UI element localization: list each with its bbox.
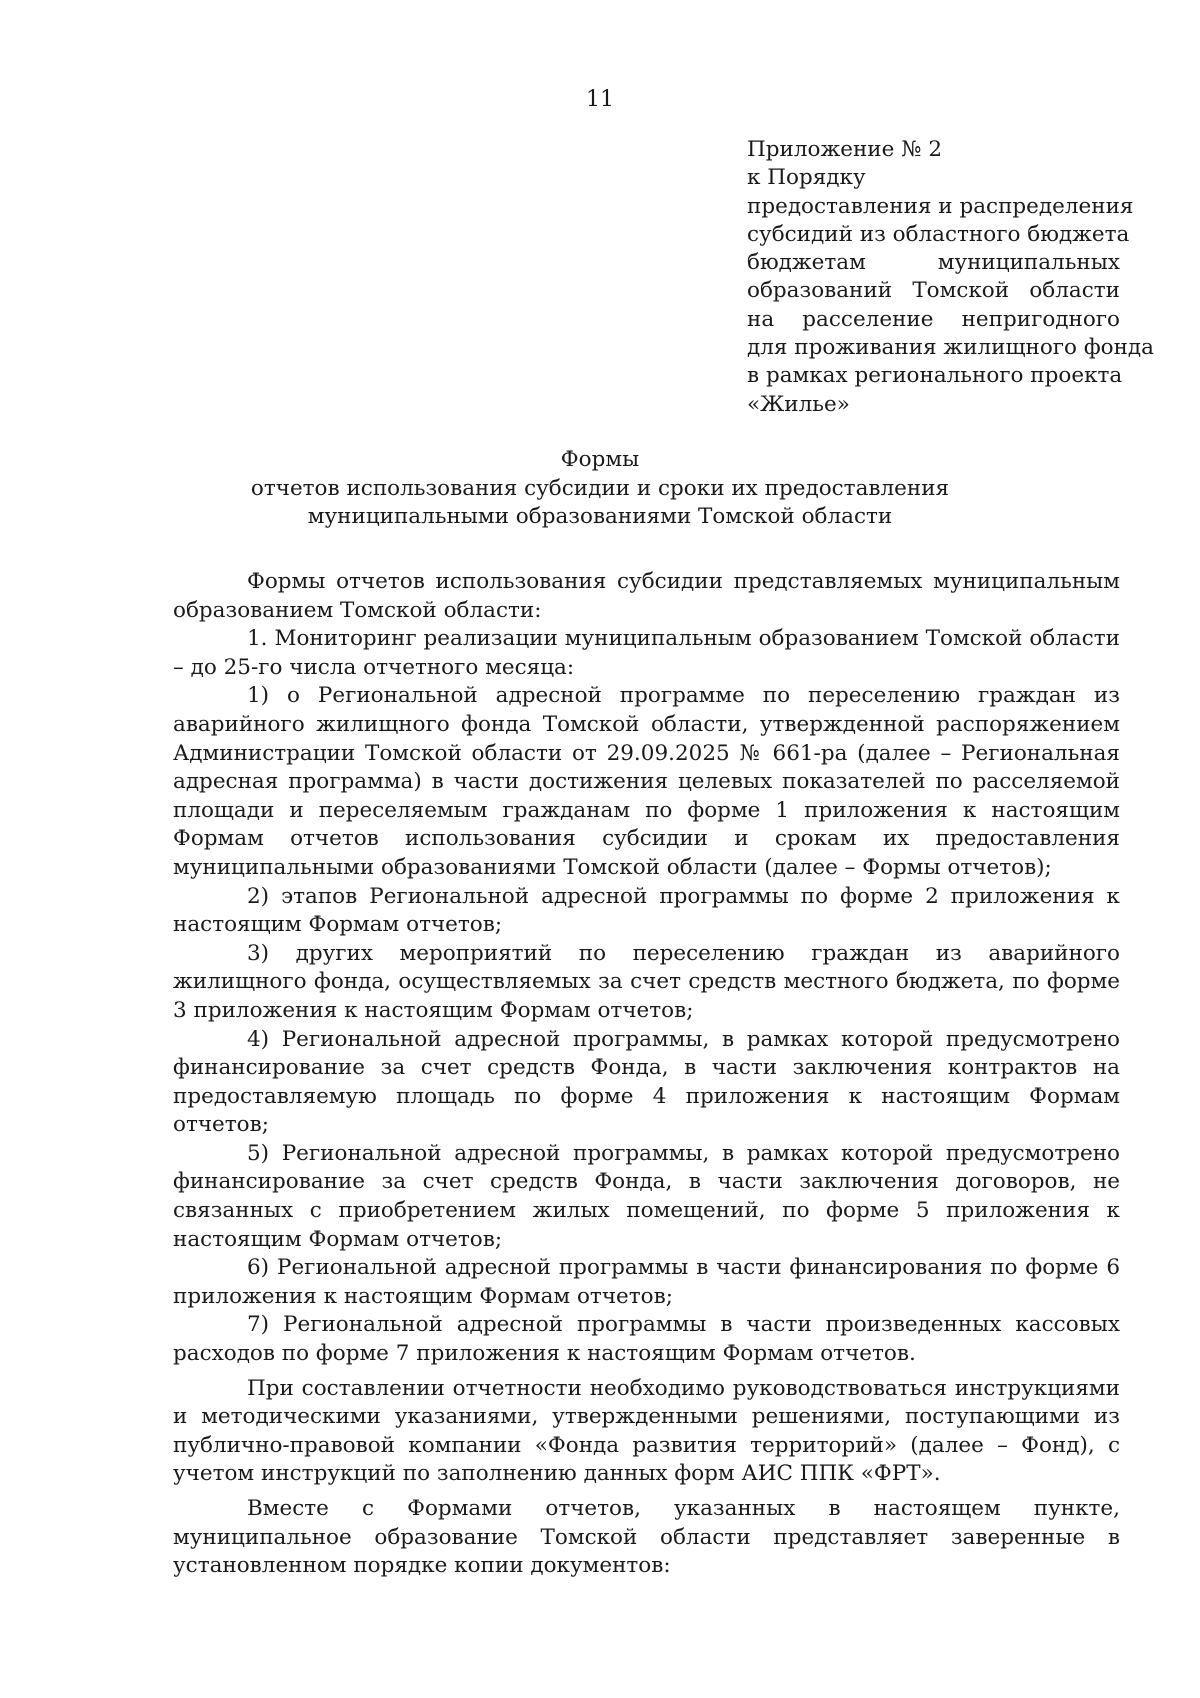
item-1-paragraph: 1. Мониторинг реализации муниципальным образованием Томской области – до 25-го числа отчетного месяца:	[173, 626, 1120, 680]
instructions-paragraph: При составлении отчетности необходимо руководствоваться инструкциями и методическими указаниями, утвержденными решениями, поступающими из публично-правовой компании «Фонда развития территорий» (далее – Фонд), с учетом инструкций по заполнению данных форм АИС ППК «ФРТ».	[173, 1375, 1120, 1487]
appendix-line: в рамках регионального проекта	[747, 363, 1123, 389]
subitem-5-paragraph: 5) Региональной адресной программы, в рамках которой предусмотрено финансирование за счет средств Фонда, в части заключения договоров, не связанных с приобретением жилых помещений, по форме 5 приложения к настоящим Формам отчетов;	[173, 1140, 1120, 1252]
appendix-line: к Порядку	[747, 165, 866, 191]
appendix-line: субсидий из областного бюджета	[747, 221, 1130, 247]
copies-paragraph: Вместе с Формами отчетов, указанных в настоящем пункте, муниципальное образование Томской области представляет заверенные в установленном порядке копии документов:	[173, 1496, 1120, 1579]
appendix-line: образований Томской области	[747, 278, 1120, 304]
appendix-line: Приложение № 2	[747, 137, 943, 162]
title-line: отчетов использования субсидии и сроки их предоставления	[250, 475, 950, 501]
document-title	[0, 446, 1200, 532]
intro-paragraph: Формы отчетов использования субсидии представляемых муниципальным образованием Томской области:	[173, 569, 1120, 623]
subitem-3-paragraph: 3) других мероприятий по переселению граждан из аварийного жилищного фонда, осуществляемых за счет средств местного бюджета, по форме 3 приложения к настоящим Формам отчетов;	[173, 940, 1120, 1023]
appendix-line: «Жилье»	[747, 391, 850, 417]
subitem-2-paragraph: 2) этапов Региональной адресной программы по форме 2 приложения к настоящим Формам отчетов;	[173, 883, 1120, 938]
subitem-1-paragraph: 1) о Региональной адресной программе по переселению граждан из аварийного жилищного фонда Томской области, утвержденной распоряжением Администрации Томской области от 29.09.2025 № 661-ра (далее – Региональная адресная программа) в части достижения целевых показателей по расселяемой площади и переселяемым гражданам по форме 1 приложения к настоящим Формам отчетов использования субсидии и срокам их предоставления муниципальными образованиями Томской области (далее – Формы отчетов);	[173, 683, 1120, 880]
document-body	[173, 568, 1120, 1581]
appendix-line: для проживания жилищного фонда	[747, 335, 1154, 361]
appendix-reference	[747, 136, 1154, 419]
appendix-line: на расселение непригодного	[747, 306, 1120, 332]
title-line: муниципальными образованиями Томской области	[307, 504, 893, 529]
appendix-line: предоставления и распределения	[747, 193, 1134, 219]
subitem-7-paragraph: 7) Региональной адресной программы в части произведенных кассовых расходов по форме 7 приложения к настоящим Формам отчетов.	[173, 1312, 1120, 1367]
title-line: Формы	[560, 447, 640, 472]
subitem-6-paragraph: 6) Региональной адресной программы в части финансирования по форме 6 приложения к настоящим Формам отчетов;	[173, 1255, 1120, 1309]
appendix-line: бюджетам муниципальных	[747, 250, 1120, 276]
subitem-4-paragraph: 4) Региональной адресной программы, в рамках которой предусмотрено финансирование за счет средств Фонда, в части заключения контрактов на предоставляемую площадь по форме 4 приложения к настоящим Формам отчетов;	[173, 1026, 1120, 1138]
page-number: 11	[586, 87, 614, 112]
